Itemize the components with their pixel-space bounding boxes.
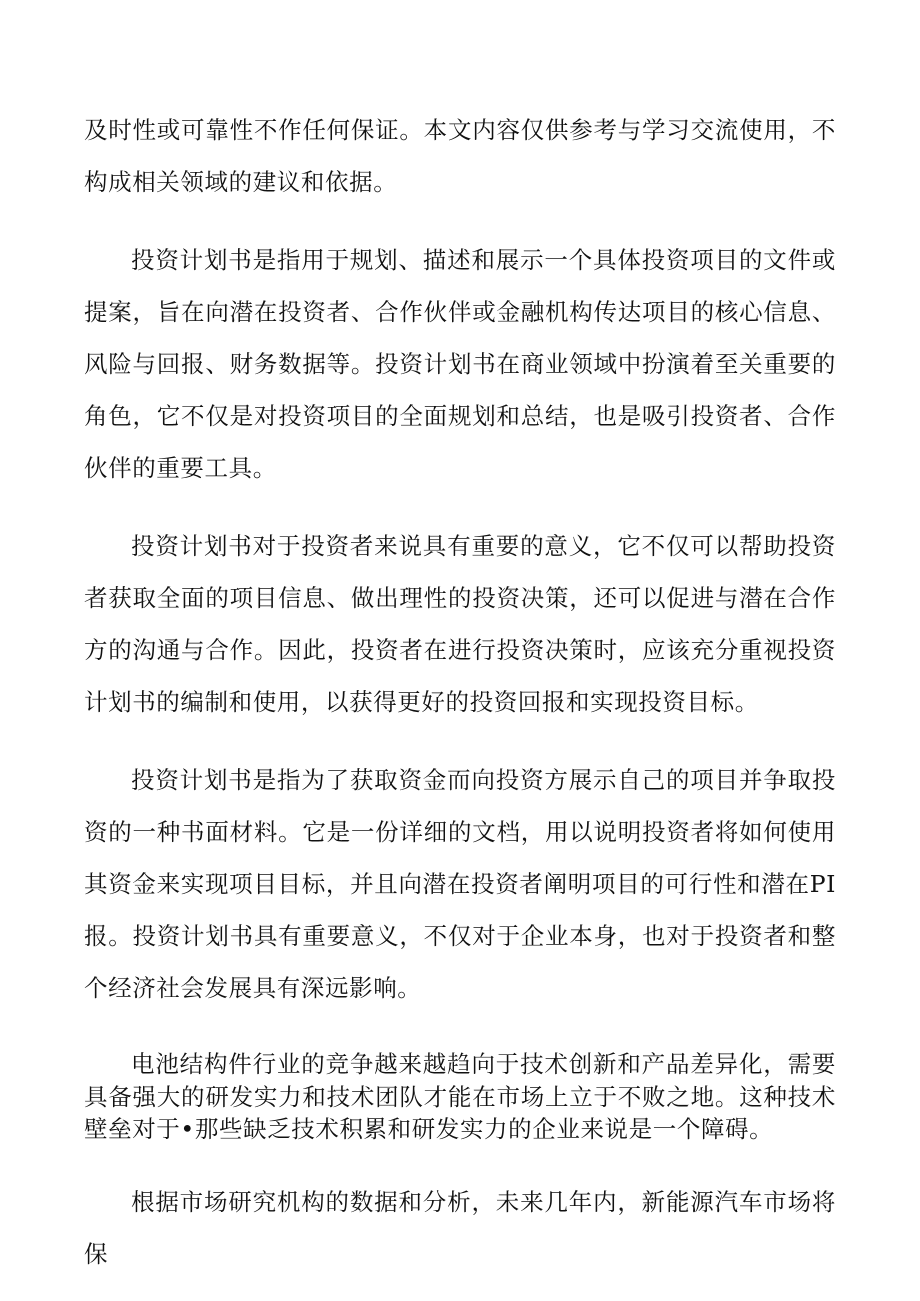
paragraph-industry-competition: 电池结构件行业的竞争越来越趋向于技术创新和产品差异化，需要具备强大的研发实力和技术团队才能在市场上立于不败之地。这种技术壁垒对于•那些缺乏技术积累和研发实力的企业来说是一个障碍。 [84, 1050, 836, 1143]
paragraph-plan-funding: 投资计划书是指为了获取资金而向投资方展示自己的项目并争取投资的一种书面材料。它是一份详细的文档，用以说明投资者将如何使用其资金来实现项目目标，并且向潜在投资者阐明项目的可行性和潜在PI报。投资计划书具有重要意义，不仅对于企业本身，也对于投资者和整个经济社会发展具有深远影响。 [84, 766, 836, 1002]
paragraph-market-forecast: 根据市场研究机构的数据和分析，未来几年内，新能源汽车市场将保 [84, 1187, 836, 1268]
paragraph-plan-significance: 投资计划书对于投资者来说具有重要的意义，它不仅可以帮助投资者获取全面的项目信息、做出理性的投资决策，还可以促进与潜在合作方的沟通与合作。因此，投资者在进行投资决策时，应该充分重视投资计划书的编制和使用，以获得更好的投资回报和实现投资目标。 [84, 532, 836, 716]
paragraph-plan-definition: 投资计划书是指用于规划、描述和展示一个具体投资项目的文件或提案，旨在向潜在投资者、合作伙伴或金融机构传达项目的核心信息、风险与回报、财务数据等。投资计划书在商业领域中扮演着至关重要的角色，它不仅是对投资项目的全面规划和总结，也是吸引投资者、合作伙伴的重要工具。 [84, 246, 836, 482]
document-page [84, 104, 836, 1280]
paragraph-disclaimer: 及时性或可靠性不作任何保证。本文内容仅供参考与学习交流使用，不构成相关领域的建议和依据。 [84, 116, 836, 196]
